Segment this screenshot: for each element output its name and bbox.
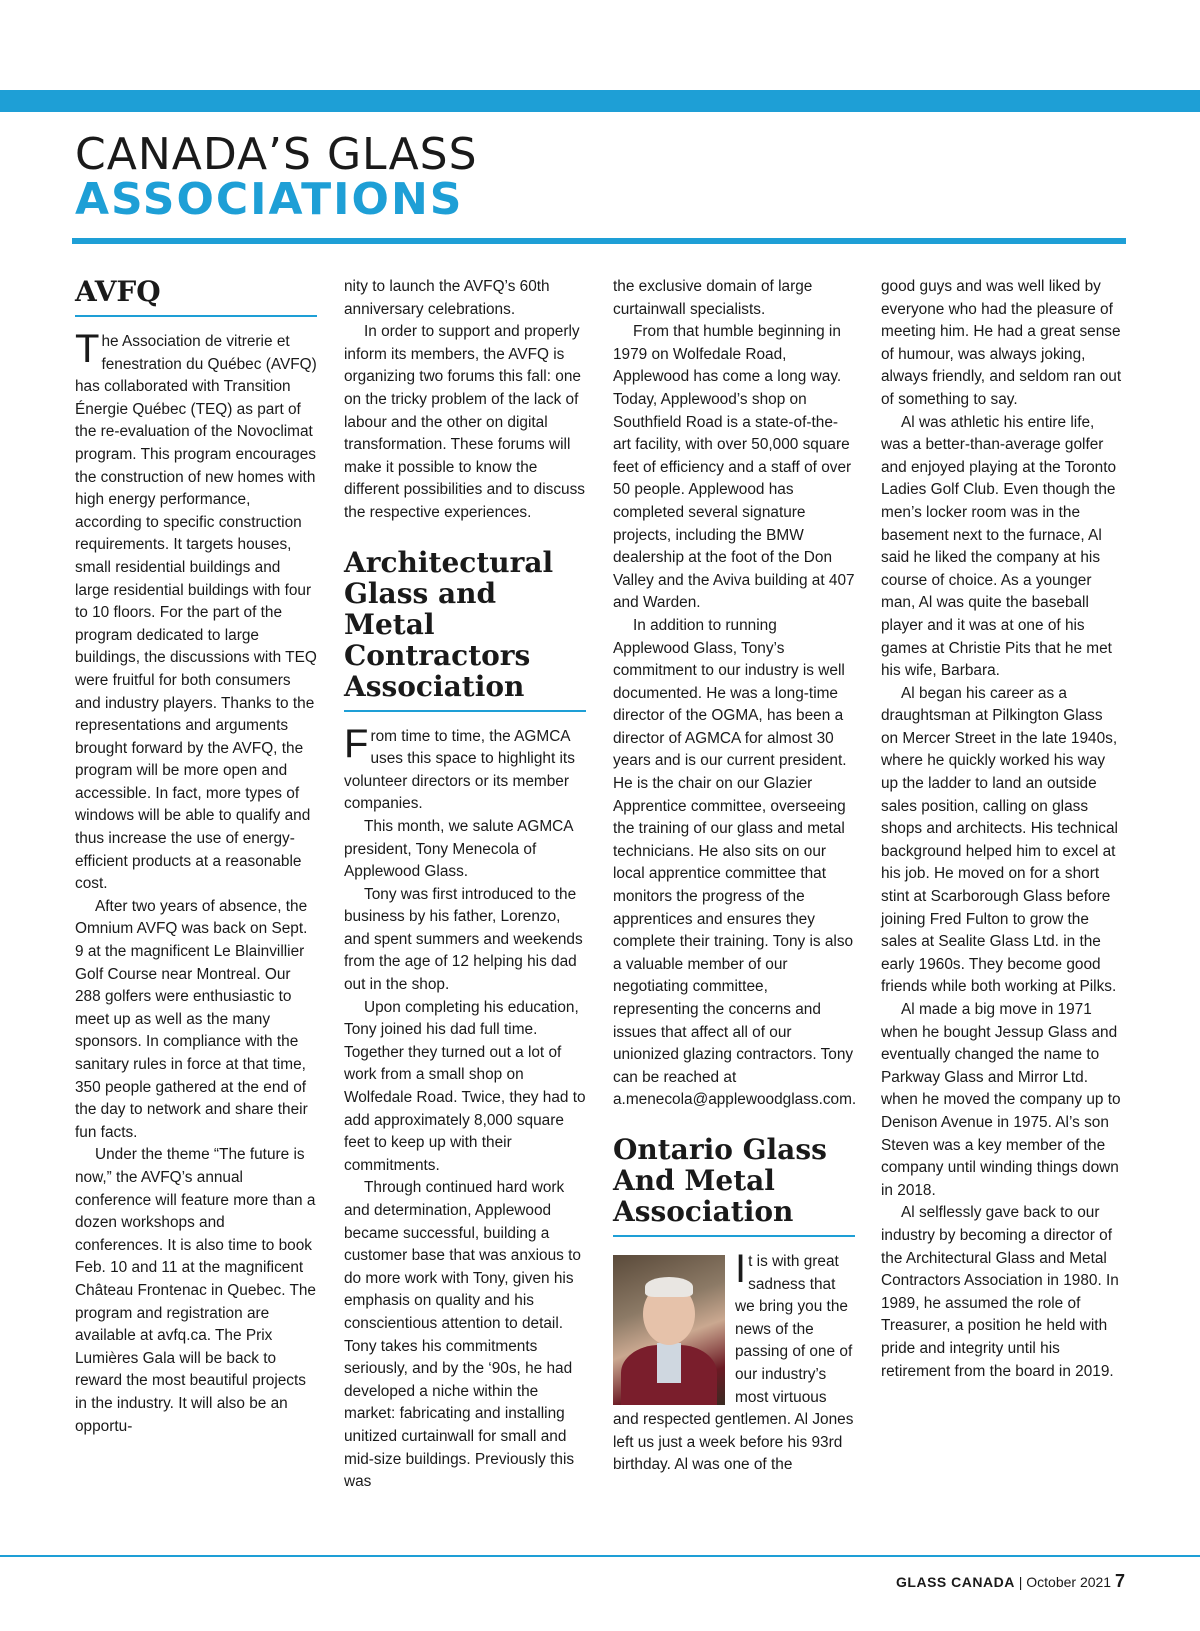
agmca-paragraph-text: rom time to time, the AGMCA uses this space to highlight its volunteer directors or its member companies. [344, 727, 575, 813]
ogma-paragraph-text: t is with great sadness that we bring you the news of the passing of one of our industry’s most virtuous and respected gentlemen. Al Jones left us just a week before his 93rd birthday. Al was one of the [613, 1252, 854, 1474]
avfq-heading-rule [75, 315, 317, 317]
page-title [75, 129, 478, 225]
top-accent-bar [0, 90, 1200, 112]
issue-date: October 2021 [1026, 1574, 1112, 1590]
agmca-paragraph: the exclusive domain of large curtainwall specialists. [613, 278, 813, 318]
agmca-heading: Architectural Glass and Metal Contractors Association [344, 545, 554, 703]
agmca-paragraph: In addition to running Applewood Glass, Tony’s commitment to our industry is well documented. He was a long-time director of the OGMA, has been a director of AGMCA for almost 30 years and is our current president. He is the chair on our Glazier Apprentice committee, overseeing the training of our glass and metal technicians. He also sits on our local apprentice committee that monitors the progress of the apprentices and ensures they complete their training. Tony is also a valuable member of our negotiating committee, representing the concerns and issues that affect all of our unionized glazing contractors. Tony can be reached at a.menecola@applewoodglass.com. [613, 616, 857, 1109]
ogma-paragraph: Al selflessly gave back to our industry by becoming a director of the Architectural Glass and Metal Contractors Association in 1980. In 1989, he assumed the role of Treasurer, a position he held with pride and integrity until his retirement from the board in 2019. [881, 1204, 1119, 1380]
agmca-paragraph: From that humble beginning in 1979 on Wolfedale Road, Applewood has come a long way. Today, Applewood’s shop on Southfield Road is a state-of-the-art facility, with over 50,000 square feet of efficiency and a staff of over 50 people. Applewood has completed several signature projects, including the BMW dealership at the foot of the Don Valley and the Aviva building at 407 and Warden. [613, 323, 855, 612]
footer-separator: | [1018, 1574, 1023, 1590]
drop-cap: T [75, 327, 100, 371]
agmca-paragraph: This month, we salute AGMCA president, Tony Menecola of Applewood Glass. [344, 817, 573, 881]
ogma-heading-rule [613, 1235, 855, 1237]
ogma-heading: Ontario Glass And Metal Association [613, 1132, 827, 1228]
avfq-paragraph: In order to support and properly inform its members, the AVFQ is organizing two forums this fall: one on the tricky problem of the lack of labour and the other on digital transformation. These forums will make it possible to know the different possibilities and to discuss the respective experiences. [344, 323, 585, 521]
avfq-paragraph: nity to launch the AVFQ’s 60th anniversary celebrations. [344, 278, 550, 318]
agmca-paragraph: Tony was first introduced to the business by his father, Lorenzo, and spent summers and weekends from the age of 12 helping his dad out in the shop. [344, 885, 583, 994]
title-line-2: ASSOCIATIONS [75, 174, 464, 225]
page-number: 7 [1114, 1571, 1125, 1591]
magazine-name: GLASS CANADA [896, 1574, 1015, 1590]
title-divider [72, 238, 1126, 244]
column-2 [344, 276, 586, 1494]
avfq-paragraph [75, 327, 317, 896]
ogma-paragraph: Al began his career as a draughtsman at Pilkington Glass on Mercer Street in the late 1940s, where he quickly worked his way up the ladder to land an outside sales position, calling on glass shops and architects. His technical background helped him to excel at his job. He moved on for a short stint at Scarborough Glass before joining Fred Fulton to grow the sales at Sealite Glass Ltd. in the early 1960s. They become good friends while both working at Pilks. [881, 684, 1118, 996]
avfq-heading: AVFQ [75, 275, 161, 308]
avfq-paragraph: Under the theme “The future is now,” the AVFQ’s annual conference will feature more than a dozen workshops and conferences. It is also time to book Feb. 10 and 11 at the magnificent Château Frontenac in Quebec. The program and registration are available at avfq.ca. The Prix Lumières Gala will be back to reward the most beautiful projects in the industry. It will also be an opportu- [75, 1146, 316, 1435]
drop-cap: I [735, 1246, 747, 1291]
column-4 [881, 276, 1123, 1383]
avfq-paragraph: After two years of absence, the Omnium AVFQ was back on Sept. 9 at the magnificent Le Blainvillier Golf Course near Montreal. Our 288 golfers were enthusiastic to meet up as well as the many sponsors. In compliance with the sanitary rules in force at that time, 350 people gathered at the end of the day to network and share their fun facts. [75, 897, 308, 1141]
agmca-heading-rule [344, 710, 586, 712]
agmca-paragraph: Upon completing his education, Tony joined his dad full time. Together they turned out a lot of work from a small shop on Wolfedale Road. Twice, they had to add approximately 8,000 square feet to keep up with their commitments. [344, 998, 586, 1174]
agmca-paragraph [344, 721, 586, 816]
title-line-1: CANADA’S GLASS [75, 129, 478, 180]
column-1 [75, 276, 317, 1438]
ogma-paragraph: Al made a big move in 1971 when he bought Jessup Glass and eventually changed the name to Parkway Glass and Mirror Ltd. when he moved the company up to Denison Avenue in 1975. Al’s son Steven was a key member of the company until winding things down in 2018. [881, 1001, 1121, 1199]
ogma-paragraph: good guys and was well liked by everyone who had the pleasure of meeting him. He had a great sense of humour, was always joking, always friendly, and seldom ran out of something to say. [881, 278, 1122, 408]
agmca-paragraph: Through continued hard work and determination, Applewood became successful, building a customer base that was anxious to do more work with Tony, given his emphasis on quality and his conscientious attention to detail. Tony takes his commitments seriously, and by the ‘90s, he had developed a niche within the market: fabricating and installing unitized curtainwall for small and mid-size buildings. Previously this was [344, 1179, 581, 1491]
ogma-paragraph: Al was athletic his entire life, was a better-than-average golfer and enjoyed playing at the Toronto Ladies Golf Club. Even though the men’s locker room was in the basement next to the furnace, Al said he liked the company at his course of choice. As a younger man, Al was quite the baseball player and it was at one of his games at Christie Pits that he met his wife, Barbara. [881, 413, 1117, 680]
page-footer [896, 1571, 1125, 1592]
column-3 [613, 276, 855, 1477]
drop-cap: F [344, 721, 369, 766]
avfq-paragraph-text: he Association de vitrerie et fenestration du Québec (AVFQ) has collaborated with Transition Énergie Québec (TEQ) as part of the re-evaluation of the Novoclimat program. This program encourages the construction of new homes with high energy performance, according to specific construction requirements. It targets houses, small residential buildings and large residential buildings with four to 10 floors. For the part of the program dedicated to large buildings, the discussions with TEQ were fruitful for both consumers and industry players. Thanks to the representations and arguments brought forward by the AVFQ, the program will be more open and accessible. In fact, more types of windows will be able to qualify and thus increase the use of energy-efficient products at a reasonable cost. [75, 333, 317, 893]
footer-divider [0, 1555, 1200, 1557]
ogma-paragraph [613, 1246, 855, 1477]
al-jones-photo [613, 1255, 725, 1405]
